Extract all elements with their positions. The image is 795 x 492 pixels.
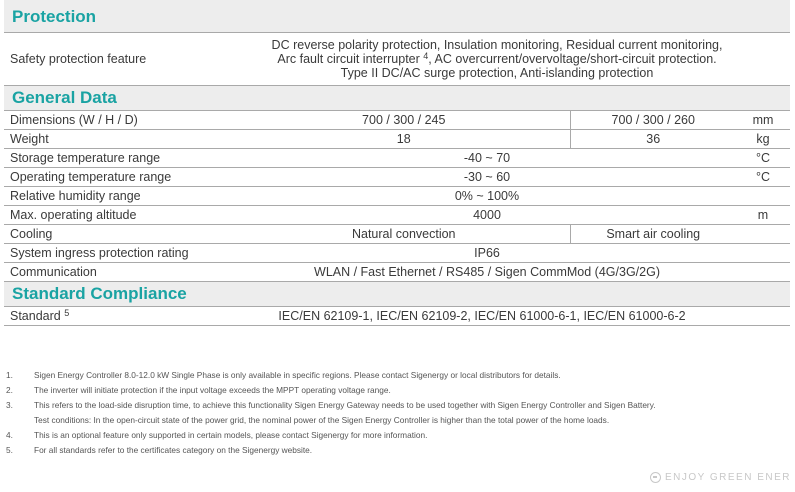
spec-table [4,0,790,326]
table-row [4,33,790,86]
table-row [4,130,790,149]
row-label: Storage temperature range [4,149,238,168]
protection-line: DC reverse polarity protection, Insulation monitoring, Residual current monitoring, [271,38,723,52]
footnote-text: For all standards refer to the certificates category on the Sigenergy website. [34,445,313,455]
cell-unit [736,187,790,206]
cell-unit: kg [736,130,790,149]
row-label: Weight [4,130,238,149]
footer-text: ENJOY GREEN ENER [664,472,791,483]
footnote [6,368,786,383]
table-row [4,111,790,130]
section-title: General Data [4,86,790,111]
section-header-compliance [4,282,790,307]
section-title: Protection [4,0,790,33]
footnote [6,443,786,458]
footnote [6,383,786,398]
protection-line: Type II DC/AC surge protection, Anti-islanding protection [340,66,654,80]
cell-unit: °C [736,168,790,187]
table-row [4,244,790,263]
row-label: Cooling [4,225,238,244]
table-row [4,168,790,187]
cell-unit: mm [736,111,790,130]
footnote-number: 4. [6,430,13,440]
footnote-number: 1. [6,370,13,380]
row-label: Relative humidity range [4,187,238,206]
cell-value: IEC/EN 62109-1, IEC/EN 62109-2, IEC/EN 61000-6-1, IEC/EN 61000-6-2 [238,307,790,326]
footnote-number: 2. [6,385,13,395]
row-label: Operating temperature range [4,168,238,187]
cell-value: Smart air cooling [570,225,736,244]
cell-value: 36 [570,130,736,149]
cell-value: 700 / 300 / 245 [238,111,570,130]
cell-value: 700 / 300 / 260 [570,111,736,130]
row-label: System ingress protection rating [4,244,238,263]
cell-value: WLAN / Fast Ethernet / RS485 / Sigen CommMod (4G/3G/2G) [238,263,736,282]
cell-value: Natural convection [238,225,570,244]
cell-unit [736,263,790,282]
cell-unit: m [736,206,790,225]
row-label: Dimensions (W / H / D) [4,111,238,130]
cell-value: 0% ~ 100% [238,187,736,206]
table-row [4,263,790,282]
section-title: Standard Compliance [4,282,790,307]
footnote-text: Test conditions: In the open-circuit state of the power grid, the nominal power of the Sigen Energy Controller is higher than the total power of the home loads. [34,415,610,425]
footnote [6,398,786,413]
protection-line-part: Arc fault circuit interrupter [277,52,420,66]
section-header-protection [4,0,790,33]
footnote-ref: 4 [423,51,429,61]
footnotes [6,368,786,458]
footnote-text: This is an optional feature only supported in certain models, please contact Sigenergy for more information. [34,430,428,440]
spec-sheet [4,0,790,326]
cell-unit: °C [736,149,790,168]
cell-value: -40 ~ 70 [238,149,736,168]
footnote [6,413,786,428]
table-row [4,187,790,206]
section-header-general [4,86,790,111]
table-row [4,307,790,326]
footnote-number [6,413,34,428]
footnote-text: Sigen Energy Controller 8.0-12.0 kW Single Phase is only available in specific regions. Please contact Sigenergy or local distributors for details. [34,370,561,380]
protection-line [244,52,750,66]
row-label: Communication [4,263,238,282]
row-label: Safety protection feature [4,33,238,86]
cell-value: IP66 [238,244,736,263]
table-row [4,225,790,244]
footnote-number: 5. [6,445,13,455]
cell-value: 18 [238,130,570,149]
footnote-text: This refers to the load-side disruption time, to achieve this functionality Sigen Energy Gateway needs to be used together with Sigen Energy Controller and Sigen Battery. [34,400,656,410]
row-label-text: Standard [10,309,61,323]
row-label: Max. operating altitude [4,206,238,225]
cell-value: 4000 [238,206,736,225]
footnote-number: 3. [6,400,13,410]
footnote [6,428,786,443]
cell-unit [736,244,790,263]
leaf-icon [650,472,661,483]
protection-line-part: , AC overcurrent/overvoltage/short-circuit protection. [428,52,717,66]
footer-slogan [650,472,791,483]
protection-features [238,33,790,86]
row-label [4,307,238,326]
cell-value: -30 ~ 60 [238,168,736,187]
table-row [4,206,790,225]
footnote-text: The inverter will initiate protection if the input voltage exceeds the MPPT operating voltage range. [34,385,391,395]
cell-unit [736,225,790,244]
table-row [4,149,790,168]
footnote-ref: 5 [64,308,70,318]
